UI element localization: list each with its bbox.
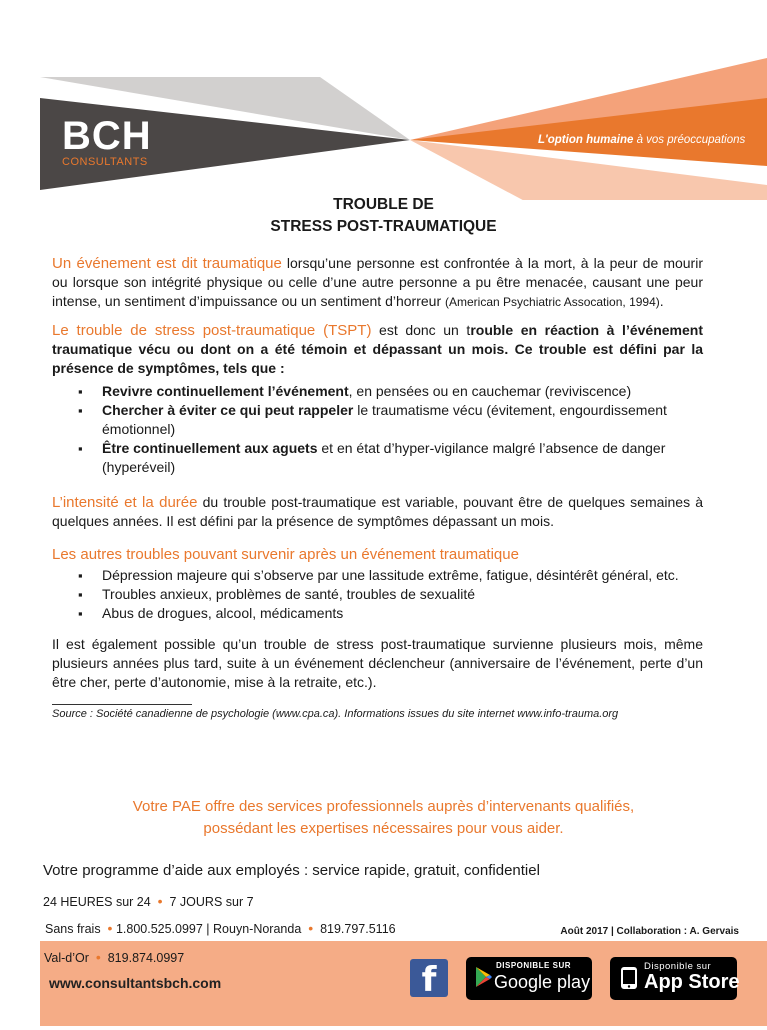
bullet-dot: •	[157, 893, 163, 909]
paragraph-intensity: L’intensité et la durée du trouble post-traumatique est variable, pouvant être de quelques semaines à quelques années. Il est défini par la présence de symptômes dépassant un mois.	[52, 494, 703, 529]
list-item: ▪ Revivre continuellement l’événement, en pensées ou en cauchemar (reviviscence)	[52, 382, 703, 401]
list-item: ▪ Troubles anxieux, problèmes de santé, troubles de sexualité	[52, 585, 703, 604]
app-store-label: App Store	[644, 971, 740, 993]
other-disorders-list	[52, 566, 703, 623]
source-divider	[52, 704, 192, 705]
app-store-small-label: Disponible sur	[644, 961, 712, 972]
paragraph-tspt: Le trouble de stress post-traumatique (TSPT) est donc un trouble en réaction à l’événement traumatique vécu ou dont on a été témoin et dépassant un mois. Ce trouble est défini par la présence de symptômes, tels que :	[52, 322, 703, 376]
phone-numbers: Sans frais • 1.800.525.0997 | Rouyn-Noranda • 819.797.5116	[45, 920, 396, 936]
date-credit: Août 2017 | Collaboration : A. Gervais	[560, 926, 739, 937]
facebook-icon[interactable]: f	[410, 959, 448, 997]
paragraph-definition: Un événement est dit traumatique lorsqu’une personne est confrontée à la mort, à la peur de mourir ou lorsque son intégrité physique ou celle d’une autre personne a pu être menacée, causant une peur intense, un sentiment d’impuissance ou un sentiment d’horreur (American Psychiatric Assocation, 1994).	[52, 255, 703, 309]
pae-message	[0, 796, 767, 840]
page-title	[0, 194, 767, 238]
availability: 24 HEURES sur 24 • 7 JOURS sur 7	[43, 893, 254, 909]
list-item: ▪ Dépression majeure qui s’observe par une lassitude extrême, fatigue, désintérêt général, etc.	[52, 566, 703, 585]
logo-subtext: CONSULTANTS	[62, 156, 148, 168]
app-store-badge[interactable]	[610, 957, 740, 1000]
apple-icon	[620, 967, 638, 989]
rouyn-number[interactable]: 819.797.5116	[320, 922, 396, 936]
paragraph-delayed: Il est également possible qu’un trouble de stress post-traumatique survienne plusieurs mois, même plusieurs années plus tard, suite à un événement déclencheur (anniversaire de l’événement, perte d’un être cher, perte d’autonomie, mise à la retraite, etc.).	[52, 636, 703, 690]
title-line-1: TROUBLE DE	[333, 196, 434, 213]
google-play-icon	[476, 967, 492, 987]
tollfree-number[interactable]: 1.800.525.0997 | Rouyn-Noranda	[115, 922, 302, 936]
logo-text: BCH	[62, 114, 152, 158]
valdor-contact: Val-d’Or • 819.874.0997	[44, 949, 185, 965]
list-item: ▪ Abus de drogues, alcool, médicaments	[52, 604, 703, 623]
website-link[interactable]: www.consultantsbch.com	[49, 975, 222, 991]
google-play-small-label: DISPONIBLE SUR	[496, 961, 572, 970]
google-play-label: Google play	[494, 972, 591, 992]
header-banner	[0, 0, 767, 200]
bullet-dot: •	[107, 920, 113, 936]
list-item: ▪ Être continuellement aux aguets et en état d’hyper-vigilance malgré l’absence de danger (hyperéveil)	[52, 439, 703, 477]
title-line-2: STRESS POST-TRAUMATIQUE	[270, 218, 497, 235]
source-note: Source : Société canadienne de psychologie (www.cpa.ca). Informations issues du site internet www.info-trauma.org	[52, 708, 619, 720]
symptom-list	[52, 382, 703, 477]
list-item: ▪ Chercher à éviter ce qui peut rappeler le traumatisme vécu (évitement, engourdissement émotionnel)	[52, 401, 703, 439]
google-play-badge[interactable]	[466, 957, 592, 1000]
bch-logo	[62, 116, 152, 168]
valdor-number[interactable]: 819.874.0997	[107, 951, 185, 965]
tagline: L'option humaine à vos préoccupations	[538, 134, 746, 146]
footer-bar	[40, 941, 767, 1026]
bullet-dot: •	[308, 920, 314, 936]
pae-line-1: Votre PAE offre des services professionnels auprès d’intervenants qualifiés,	[132, 798, 635, 815]
program-description: Votre programme d’aide aux employés : service rapide, gratuit, confidentiel	[43, 862, 540, 879]
other-disorders-heading: Les autres troubles pouvant survenir après un événement traumatique	[52, 546, 519, 563]
main-content	[52, 254, 703, 722]
pae-line-2: possédant les expertises nécessaires pour vous aider.	[203, 820, 564, 837]
bullet-dot: •	[95, 949, 101, 965]
